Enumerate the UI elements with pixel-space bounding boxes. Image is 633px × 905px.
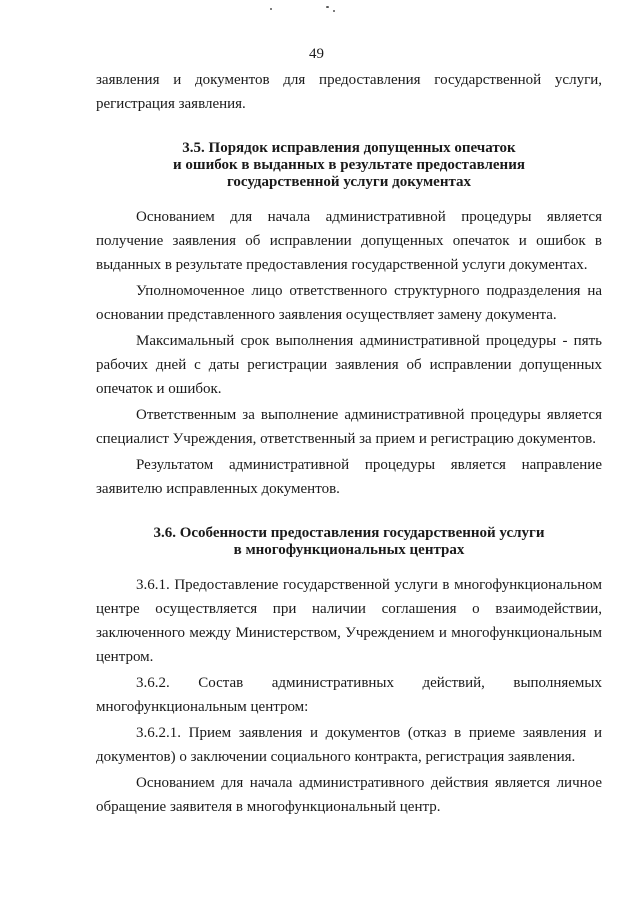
paragraph: Ответственным за выполнение административной процедуры является специалист Учреждения, ответственный за прием и регистрацию документов.	[96, 407, 602, 447]
section-heading-3-6	[96, 525, 602, 559]
heading-line: 3.5. Порядок исправления допущенных опечаток	[182, 140, 516, 156]
paragraph: Уполномоченное лицо ответственного структурного подразделения на основании представленного заявления осуществляет замену документа.	[96, 283, 602, 323]
paragraph: Основанием для начала административной процедуры является получение заявления об исправлении допущенных опечаток и ошибок в выданных в результате предоставления государственной услуги документах.	[96, 209, 602, 273]
scan-speck	[333, 10, 335, 12]
heading-line: 3.6. Особенности предоставления государственной услуги	[153, 525, 545, 541]
section-heading-3-5	[96, 140, 602, 191]
paragraph: Основанием для начала административного действия является личное обращение заявителя в многофункциональный центр.	[96, 775, 602, 815]
page-content	[96, 68, 602, 819]
heading-line: государственной услуги документах	[226, 174, 472, 190]
heading-line: в многофункциональных центрах	[233, 542, 465, 558]
continuation-paragraph: заявления и документов для предоставления государственной услуги, регистрация заявления.	[96, 72, 602, 112]
paragraph: 3.6.1. Предоставление государственной услуги в многофункциональном центре осуществляется при наличии соглашения о взаимодействии, заключенного между Министерством, Учреждением и многофункциональным центром.	[96, 577, 602, 665]
heading-line: и ошибок в выданных в результате предоставления	[173, 157, 525, 173]
page-number: 49	[309, 46, 324, 62]
scan-speck	[270, 8, 272, 10]
paragraph: Максимальный срок выполнения административной процедуры - пять рабочих дней с даты регистрации заявления об исправлении допущенных опечаток и ошибок.	[96, 333, 602, 397]
scan-speck	[326, 6, 329, 8]
paragraph: 3.6.2.1. Прием заявления и документов (отказ в приеме заявления и документов) о заключении социального контракта, регистрация заявления.	[96, 725, 602, 765]
paragraph: 3.6.2. Состав административных действий, выполняемых многофункциональным центром:	[96, 675, 602, 715]
paragraph: Результатом административной процедуры является направление заявителю исправленных документов.	[96, 457, 602, 497]
